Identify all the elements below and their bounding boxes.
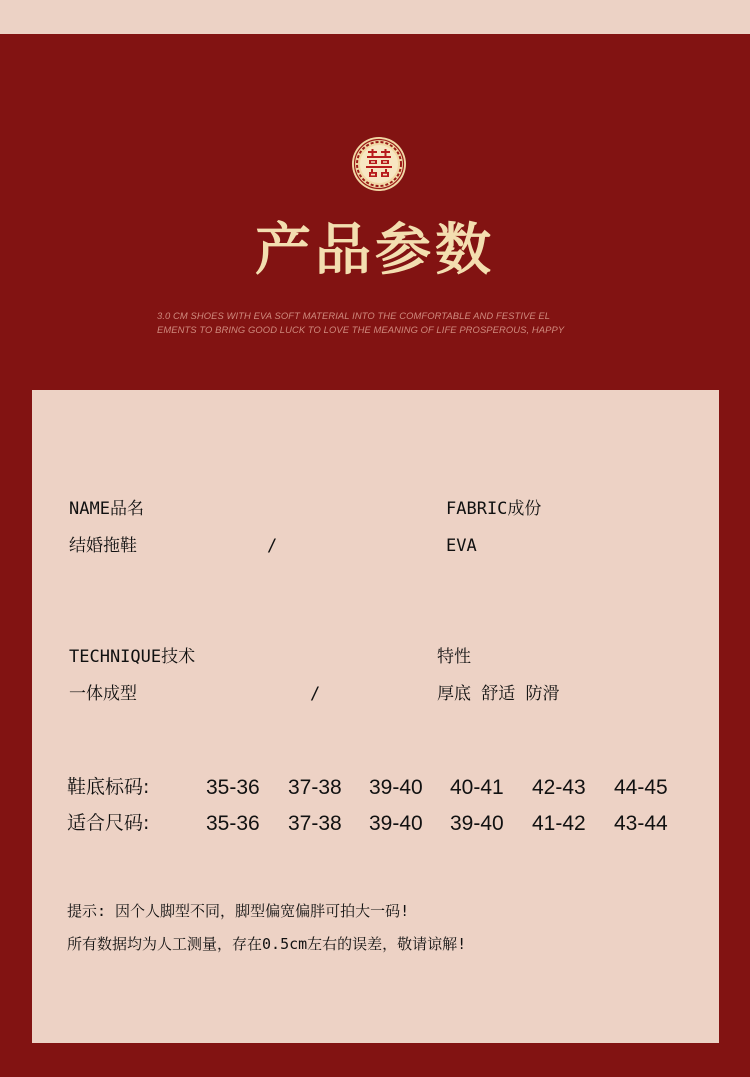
technique-separator: / [310,684,321,704]
feature-label: 特性 [437,647,471,667]
feature-value: 厚底 舒适 防滑 [437,684,560,704]
name-value: 结婚拖鞋 [69,536,137,556]
page-title: 产品参数 [255,217,495,283]
fit-size: 35-36 [206,812,260,835]
note-line-2: 所有数据均为人工测量，存在0.5cm左右的误差，敬请谅解! [67,935,467,953]
fit-size: 43-44 [614,812,668,835]
sole-size: 40-41 [450,776,504,799]
fit-size: 37-38 [288,812,342,835]
sole-size: 44-45 [614,776,668,799]
top-strip [0,0,750,34]
technique-label: TECHNIQUE技术 [69,647,196,667]
sole-size: 37-38 [288,776,342,799]
sole-size-label: 鞋底标码: [67,776,150,798]
sole-size: 42-43 [532,776,586,799]
fit-size: 41-42 [532,812,586,835]
name-separator: / [267,536,278,556]
subtitle [157,309,607,336]
double-happiness-icon [351,136,407,192]
params-card [32,390,719,1043]
technique-value: 一体成型 [69,684,137,704]
fabric-label: FABRIC成份 [446,499,542,519]
note-line-1: 提示: 因个人脚型不同，脚型偏宽偏胖可拍大一码! [67,902,410,920]
fit-size: 39-40 [450,812,504,835]
subtitle-line-2: EMENTS TO BRING GOOD LUCK TO LOVE THE MEANING OF LIFE PROSPEROUS, HAPPY [157,323,565,335]
fabric-value: EVA [446,536,477,556]
fit-size-label: 适合尺码: [67,812,150,834]
fit-size: 39-40 [369,812,423,835]
subtitle-line-1: 3.0 CM SHOES WITH EVA SOFT MATERIAL INTO THE COMFORTABLE AND FESTIVE EL [157,310,551,321]
sole-size: 35-36 [206,776,260,799]
name-label: NAME品名 [69,499,144,519]
sole-size: 39-40 [369,776,423,799]
